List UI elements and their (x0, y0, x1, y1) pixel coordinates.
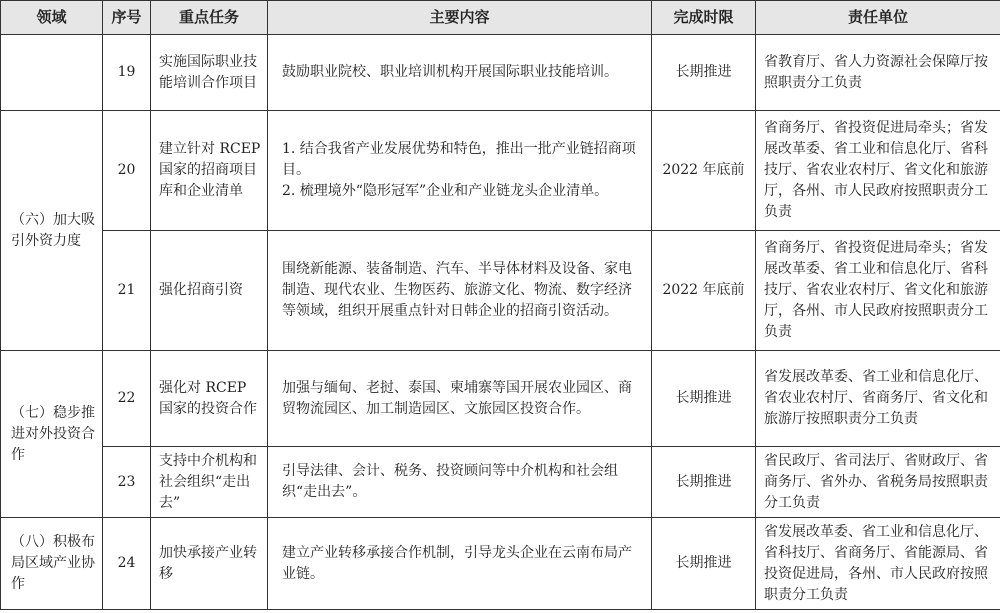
domain-cell: （七）稳步推进对外投资合作 (1, 351, 103, 518)
table-row (1, 111, 1000, 231)
task-cell: 强化对 RCEP 国家的投资合作 (151, 351, 268, 447)
domain-cell (1, 35, 103, 111)
content-line: 鼓励职业院校、职业培训机构开展国际职业技能培训。 (282, 64, 618, 80)
table-row (1, 35, 1000, 111)
content-cell (268, 111, 652, 231)
content-cell (268, 351, 652, 447)
header-unit: 责任单位 (756, 1, 1000, 35)
unit-cell: 省商务厅、省投资促进局牵头；省发展改革委、省工业和信息化厅、省科技厅、省农业农村厅、省文化和旅游厅，各州、市人民政府按照职责分工负责 (756, 231, 1000, 351)
unit-cell: 省教育厅、省人力资源社会保障厅按照职责分工负责 (756, 35, 1000, 111)
seq-cell: 23 (103, 447, 151, 518)
deadline-cell: 长期推进 (652, 518, 756, 610)
content-line: 2. 梳理境外“隐形冠军”企业和产业链龙头企业清单。 (282, 183, 609, 199)
header-content: 主要内容 (268, 1, 652, 35)
table-row (1, 447, 1000, 518)
seq-cell: 22 (103, 351, 151, 447)
domain-cell: （八）积极布局区域产业协作 (1, 518, 103, 610)
seq-cell: 24 (103, 518, 151, 610)
header-seq: 序号 (103, 1, 151, 35)
content-line: 1. 结合我省产业发展优势和特色，推出一批产业链招商项目。 (282, 141, 636, 178)
deadline-cell: 长期推进 (652, 351, 756, 447)
unit-cell: 省发展改革委、省工业和信息化厅、省科技厅、省商务厅、省能源局、省投资促进局，各州、市人民政府按照职责分工负责 (756, 518, 1000, 610)
content-cell (268, 35, 652, 111)
header-deadline: 完成时限 (652, 1, 756, 35)
deadline-cell: 长期推进 (652, 447, 756, 518)
task-cell: 实施国际职业技能培训合作项目 (151, 35, 268, 111)
content-line: 引导法律、会计、税务、投资顾问等中介机构和社会组织“走出去”。 (282, 463, 618, 500)
deadline-cell: 2022 年底前 (652, 231, 756, 351)
content-cell (268, 518, 652, 610)
unit-cell: 省商务厅、省投资促进局牵头；省发展改革委、省工业和信息化厅、省科技厅、省农业农村厅、省文化和旅游厅，各州、市人民政府按照职责分工负责 (756, 111, 1000, 231)
unit-cell: 省民政厅、省司法厅、省财政厅、省商务厅、省外办、省税务局按照职责分工负责 (756, 447, 1000, 518)
task-cell: 强化招商引资 (151, 231, 268, 351)
content-line: 加强与缅甸、老挝、泰国、柬埔寨等国开展农业园区、商贸物流园区、加工制造园区、文旅园区投资合作。 (282, 379, 632, 417)
table-row (1, 518, 1000, 610)
domain-cell: （六）加大吸引外资力度 (1, 111, 103, 351)
content-line: 围绕新能源、装备制造、汽车、半导体材料及设备、家电制造、现代农业、生物医药、旅游文化、物流、数字经济等领域，组织开展重点针对日韩企业的招商引资活动。 (282, 261, 632, 319)
header-domain: 领域 (1, 1, 103, 35)
deadline-cell: 长期推进 (652, 35, 756, 111)
content-line: 建立产业转移承接合作机制，引导龙头企业在云南布局产业链。 (282, 544, 632, 582)
task-cell: 建立针对 RCEP 国家的招商项目库和企业清单 (151, 111, 268, 231)
content-cell (268, 447, 652, 518)
deadline-cell: 2022 年底前 (652, 111, 756, 231)
task-cell: 加快承接产业转移 (151, 518, 268, 610)
header-task: 重点任务 (151, 1, 268, 35)
table-row (1, 231, 1000, 351)
content-cell (268, 231, 652, 351)
header-row (1, 1, 1000, 35)
unit-cell: 省发展改革委、省工业和信息化厅、省农业农村厅、省商务厅、省文化和旅游厅按照职责分工负责 (756, 351, 1000, 447)
task-cell: 支持中介机构和社会组织“走出去” (151, 447, 268, 518)
seq-cell: 20 (103, 111, 151, 231)
table-row (1, 351, 1000, 447)
seq-cell: 19 (103, 35, 151, 111)
seq-cell: 21 (103, 231, 151, 351)
